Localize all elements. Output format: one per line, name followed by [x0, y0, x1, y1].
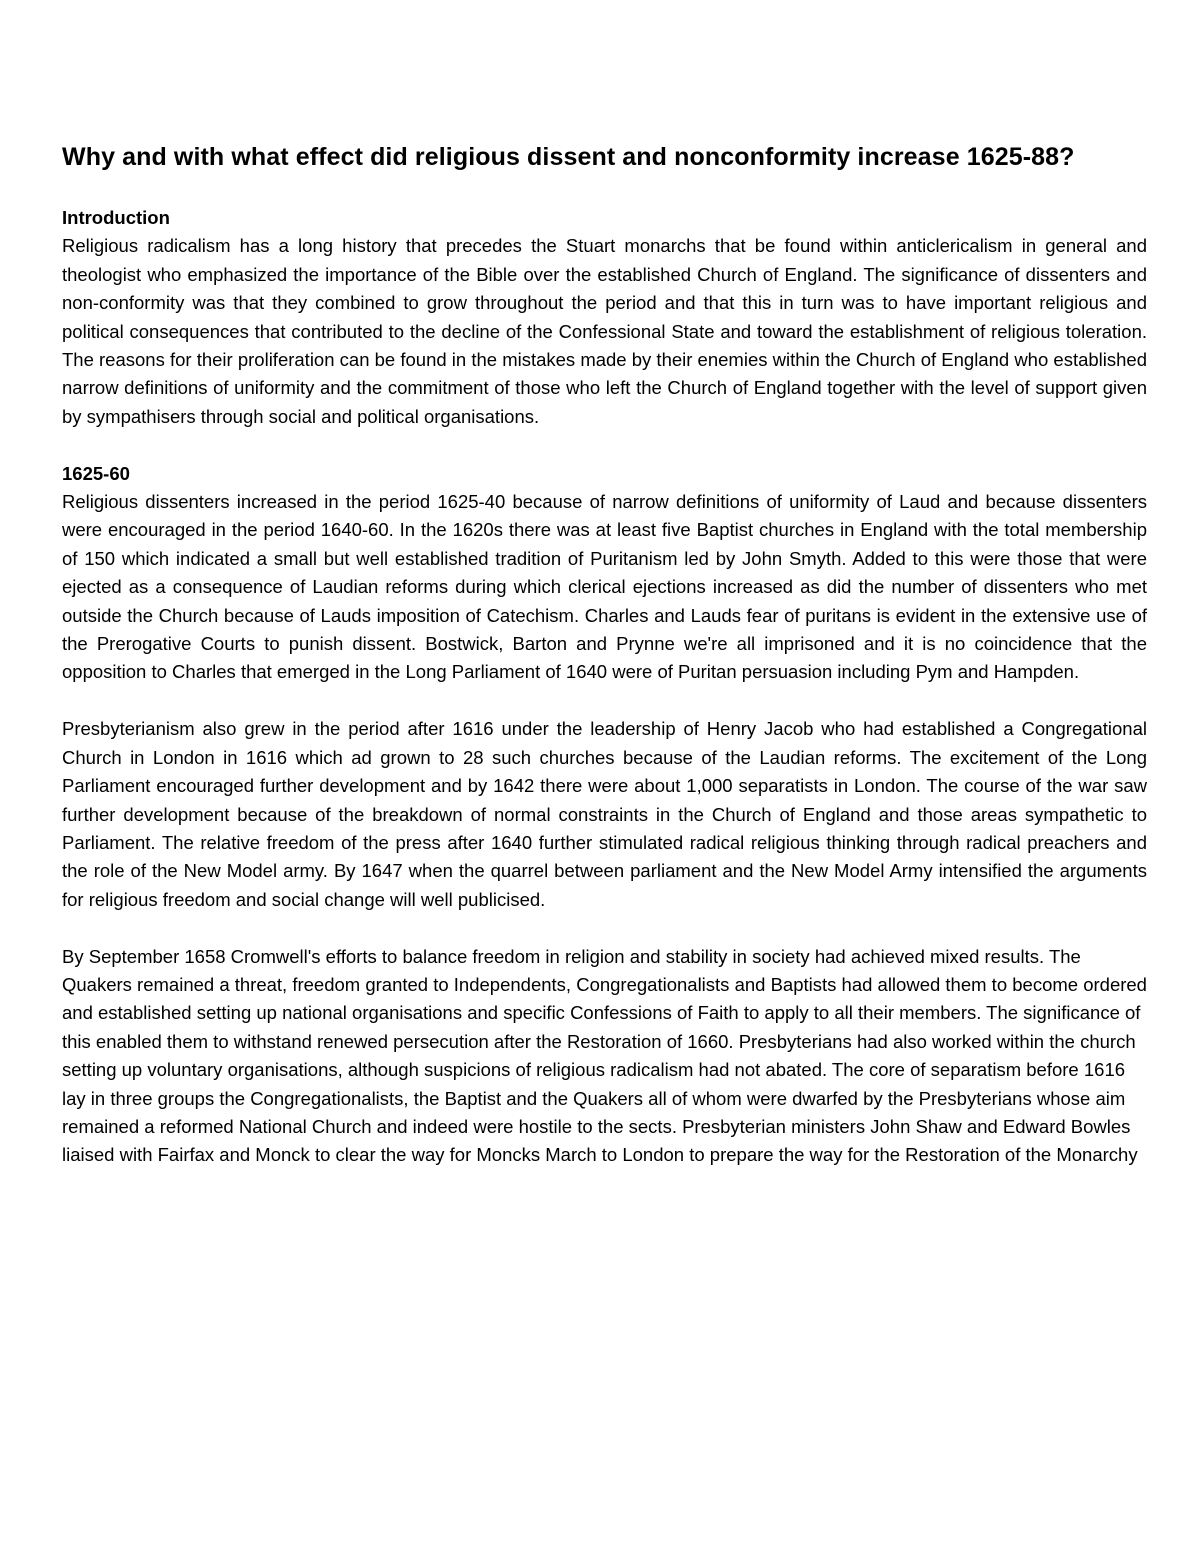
paragraph-cromwell-1658: By September 1658 Cromwell's efforts to balance freedom in religion and stability in society had achieved mixed results. The Quakers remained a threat, freedom granted to Independents, Congregationalists and Baptists had allowed them to become ordered and established setting up national organisations and specific Confessions of Faith to apply to all their members. The significance of this enabled them to withstand renewed persecution after the Restoration of 1660. Presbyterians had also worked within the church setting up voluntary organisations, although suspicions of religious radicalism had not abated. The core of separatism before 1616 lay in three groups the Congregationalists, the Baptist and the Quakers all of whom were dwarfed by the Presbyterians whose aim remained a reformed National Church and indeed were hostile to the sects. Presbyterian ministers John Shaw and Edward Bowles liaised with Fairfax and Monck to clear the way for Moncks March to London to prepare the way for the Restoration of the Monarchy [62, 945, 1147, 1166]
document-page [62, 140, 1147, 1198]
paragraph-dissenters-increase: Religious dissenters increased in the period 1625-40 because of narrow definitions of uniformity of Laud and because dissenters were encouraged in the period 1640-60. In the 1620s there was at least five Baptist churches in England with the total membership of 150 which indicated a small but well established tradition of Puritanism led by John Smyth. Added to this were those that were ejected as a consequence of Laudian reforms during which clerical ejections increased as did the number of dissenters who met outside the Church because of Lauds imposition of Catechism. Charles and Lauds fear of puritans is evident in the extensive use of the Prerogative Courts to punish dissent. Bostwick, Barton and Prynne we're all imprisoned and it is no coincidence that the opposition to Charles that emerged in the Long Parliament of 1640 were of Puritan persuasion including Pym and Hampden. [62, 491, 1147, 683]
paragraph-introduction: Religious radicalism has a long history that precedes the Stuart monarchs that be found within anticlericalism in general and theologist who emphasized the importance of the Bible over the established Church of England. The significance of dissenters and non-conformity was that they combined to grow throughout the period and that this in turn was to have important religious and political consequences that contributed to the decline of the Confessional State and toward the establishment of religious toleration. The reasons for their proliferation can be found in the mistakes made by their enemies within the Church of England who established narrow definitions of uniformity and the commitment of those who left the Church of England together with the level of support given by sympathisers through social and political organisations. [62, 235, 1147, 427]
document-title: Why and with what effect did religious dissent and nonconformity increase 1625-88? [62, 143, 1075, 171]
section-heading-introduction: Introduction [62, 207, 170, 228]
section-heading-1625-60: 1625-60 [62, 462, 130, 484]
paragraph-presbyterianism: Presbyterianism also grew in the period after 1616 under the leadership of Henry Jacob who had established a Congregational Church in London in 1616 which ad grown to 28 such churches because of the Laudian reforms. The excitement of the Long Parliament encouraged further development and by 1642 there were about 1,000 separatists in London. The course of the war saw further development because of the breakdown of normal constraints in the Church of England and those areas sympathetic to Parliament. The relative freedom of the press after 1640 further stimulated radical religious thinking through radical preachers and the role of the New Model army. By 1647 when the quarrel between parliament and the New Model Army intensified the arguments for religious freedom and social change will well publicised. [62, 718, 1147, 910]
